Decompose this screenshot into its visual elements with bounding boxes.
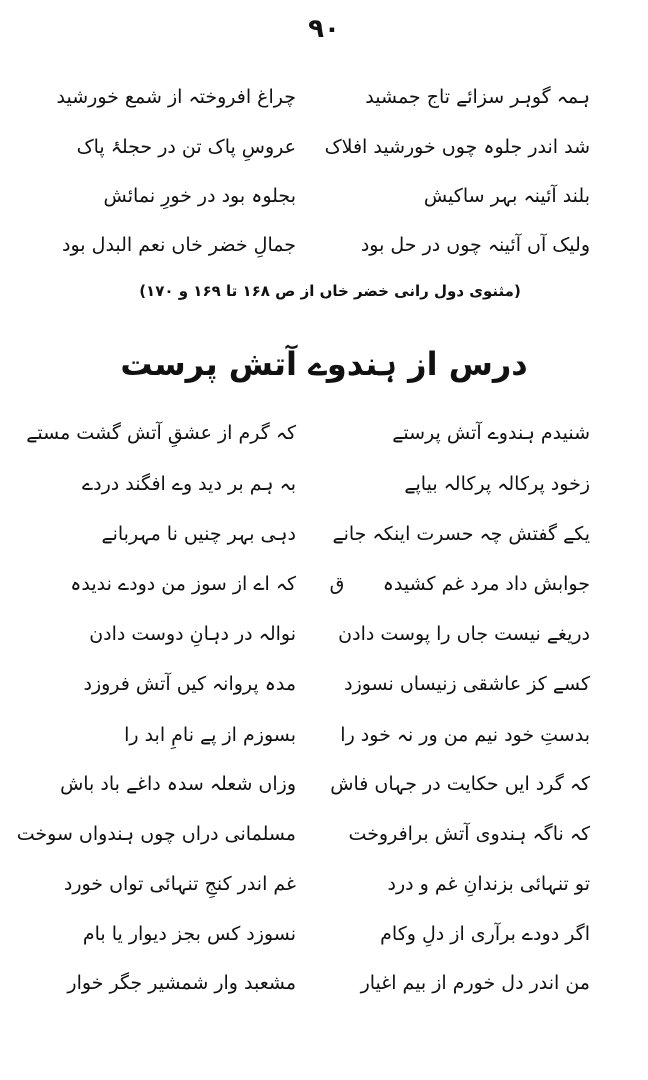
page-number: ۹۰ <box>308 14 340 44</box>
hemistich-second: غم اندر کنجِ تنہائی تواں خورد <box>63 873 296 895</box>
hemistich-second: مشعبد وار شمشیر جگر خوار <box>67 972 296 994</box>
couplet <box>0 614 648 654</box>
couplet <box>0 127 648 167</box>
hemistich-first: بدستِ خود نیم من ور نہ خود را <box>340 724 590 746</box>
hemistich-first: من اندر دل خورم از بیم اغیار <box>360 972 590 994</box>
hemistich-first: کہ گرد ایں حکایت در جہاں فاش <box>330 773 590 795</box>
source-reference: (مثنوی دول رانی خضر خاں از ص ۱۶۸ تا ۱۶۹ و ۱۷۰) <box>139 282 521 300</box>
couplet <box>0 225 648 265</box>
hemistich-second: مسلمانی دراں چوں ہندواں سوخت <box>16 823 296 845</box>
hemistich-second: بجلوہ بود در خورِ نمائش <box>103 185 296 207</box>
hemistich-first: ہمہ گوہر سزائے تاج جمشید <box>365 86 590 108</box>
couplet <box>0 864 648 904</box>
couplet <box>0 814 648 854</box>
section-heading: درس از ہندوے آتش پرست <box>120 345 528 383</box>
hemistich-second: عروسِ پاک تن در حجلۂ پاک <box>76 136 296 158</box>
couplet <box>0 764 648 804</box>
hemistich-second: بسوزم از پے نامِ ابد را <box>124 724 296 746</box>
hemistich-second: نسوزد کس بجز دیوار یا بام <box>82 923 296 945</box>
hemistich-first: دریغے نیست جاں را پوست دادن <box>338 623 590 645</box>
hemistich-first: تو تنہائی بزندانِ غم و درد <box>387 873 590 895</box>
hemistich-first: جوابش داد مرد غم کشیدہ <box>382 573 590 595</box>
hemistich-second: چراغ افروختہ از شمع خورشید <box>56 86 296 108</box>
couplet <box>0 464 648 504</box>
hemistich-first: کسے کز عاشقی زنیساں نسوزد <box>344 673 590 695</box>
hemistich-first: زخود پرکالہ پرکالہ بیاپے <box>404 473 590 495</box>
couplet <box>0 664 648 704</box>
couplet <box>0 963 648 1003</box>
hemistich-second: نوالہ در دہانِ دوست دادن <box>89 623 296 645</box>
couplet <box>0 564 648 604</box>
hemistich-first: اگر دودے برآری از دلِ وکام <box>380 923 590 945</box>
hemistich-second: دہی بہر چنیں نا مہربانے <box>101 523 296 545</box>
hemistich-first: شد اندر جلوہ چوں خورشید افلاک <box>324 136 590 158</box>
hemistich-second: وزاں شعلہ سدہ داغے باد باش <box>60 773 296 795</box>
couplet <box>0 514 648 554</box>
qita-mark: ق <box>329 573 345 595</box>
hemistich-first: بلند آئینہ بہر ساکیش <box>423 185 590 207</box>
hemistich-first: کہ ناگہ ہندوی آتش برافروخت <box>348 823 590 845</box>
couplet <box>0 176 648 216</box>
couplet <box>0 715 648 755</box>
hemistich-first: ولیک آں آئینہ چوں در حل بود <box>360 234 590 256</box>
hemistich-second: کہ گرم از عشقِ آتش گشت مستے <box>26 422 296 444</box>
couplet <box>0 413 648 453</box>
hemistich-second: جمالِ خضر خاں نعم البدل بود <box>62 234 296 256</box>
couplet <box>0 914 648 954</box>
couplet <box>0 77 648 117</box>
hemistich-second: مدہ پروانہ کیں آتش فروزد <box>83 673 296 695</box>
hemistich-second: بہ ہم بر دید وے افگند دردے <box>81 473 296 495</box>
hemistich-first: یکے گفتش چہ حسرت اینکہ جانے <box>332 523 590 545</box>
hemistich-first: شنیدم ہندوے آتش پرستے <box>392 422 590 444</box>
hemistich-second: کہ اے از سوز من دودے ندیدہ <box>70 573 296 595</box>
